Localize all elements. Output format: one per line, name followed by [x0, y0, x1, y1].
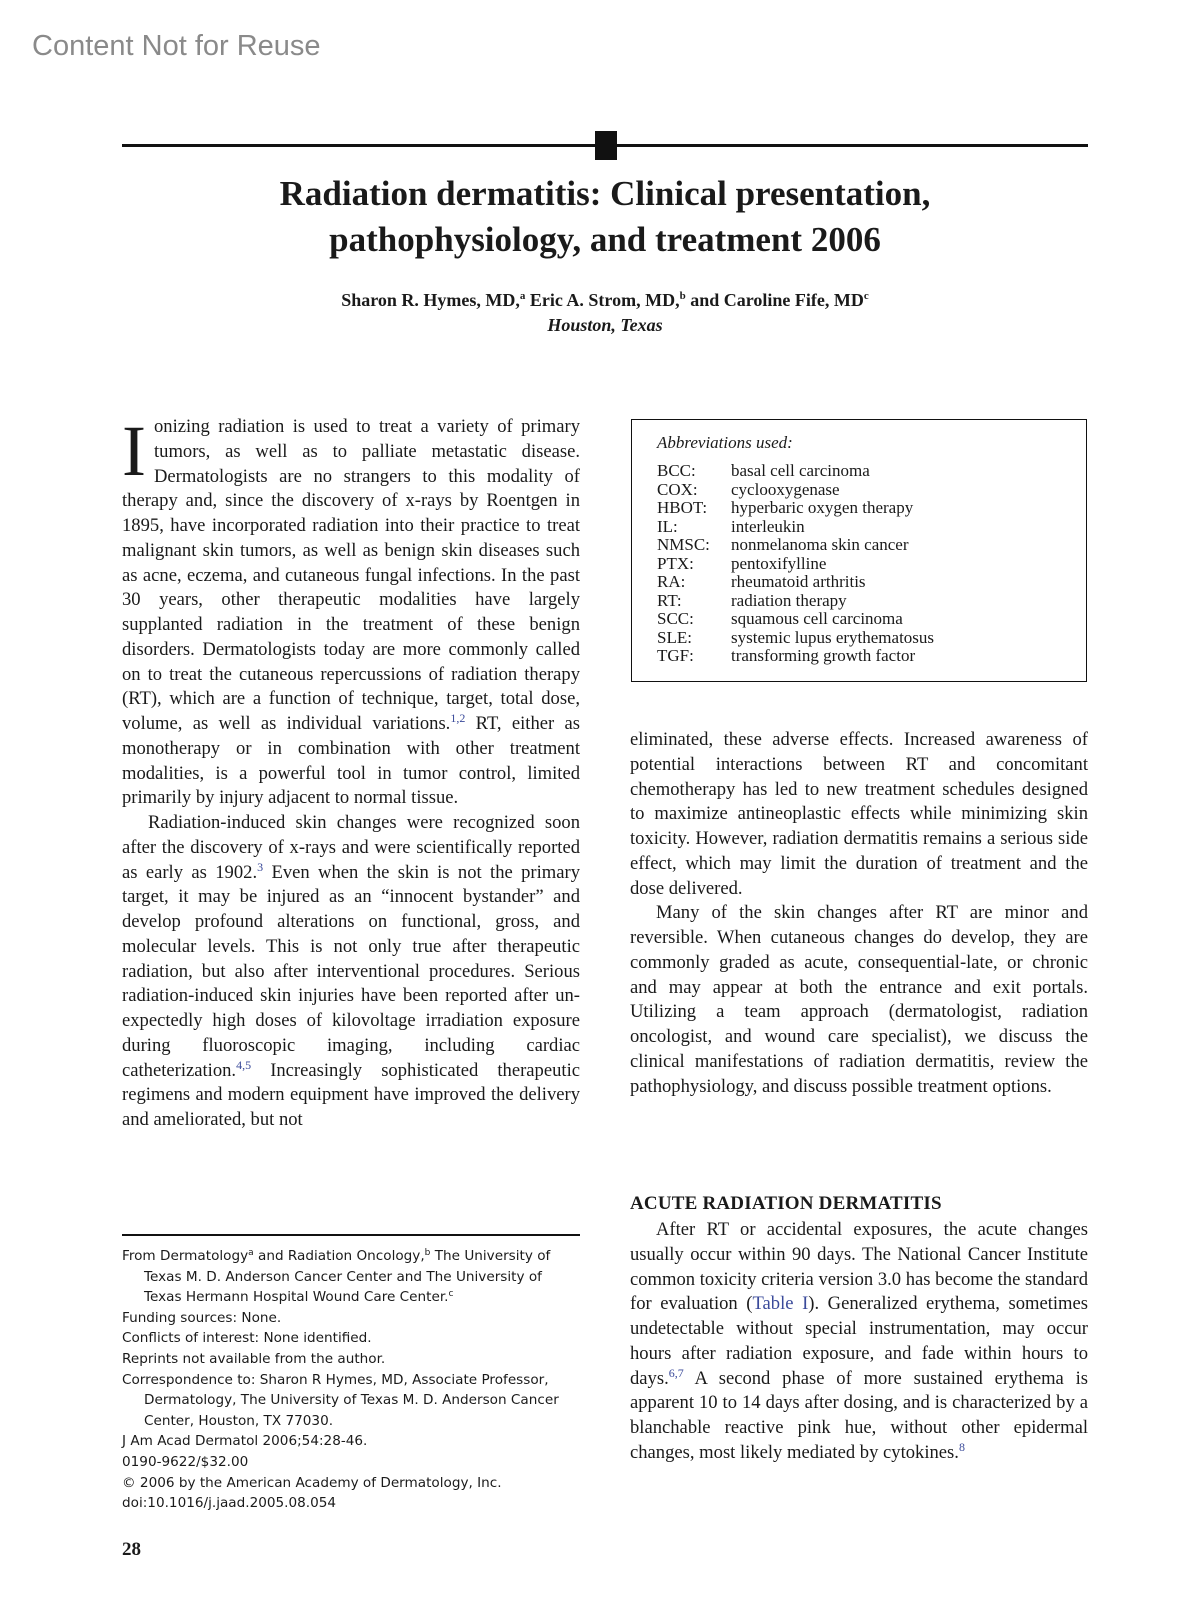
footnote-text: and Radiation Oncology, [253, 1248, 425, 1264]
paragraph-2-text-b: Even when the skin is not the primary target, it may be injured as an “innocent bystander” and develop profound alterations on functional, gross, and molecular levels. This is not only true after therapeutic radiation, but also after interventional procedures. Serious radiation-induced skin injuries have been reported after unexpectedly high doses of kilovoltage irradiation exposure during fluoroscopic imaging, including cardiac catheterization. [122, 861, 580, 1081]
page-number: 28 [122, 1539, 141, 1560]
title-line-1: Radiation dermatitis: Clinical presentation, [279, 174, 931, 213]
abbreviation-row [657, 573, 1062, 592]
abbreviation-row [657, 555, 1062, 574]
footnote-journal: J Am Acad Dermatol 2006;54:28-46. [122, 1433, 368, 1450]
abbreviation-row [657, 499, 1062, 518]
article-title [122, 171, 1088, 263]
citation-link[interactable]: 3 [257, 859, 264, 874]
abbreviation-term: RA: [657, 572, 686, 591]
paragraph-5-text-b: ). Generalized erythema, sometimes undetectable without special instrumentation, may occur hours after radiation exposure, and fade within hours to days. [630, 1293, 1088, 1389]
abbreviation-term: SLE: [657, 627, 692, 647]
paragraph-intro [122, 411, 581, 811]
citation-link[interactable]: 1,2 [450, 711, 466, 725]
abbreviation-term: PTX: [657, 553, 694, 573]
abbreviation-row [657, 629, 1062, 648]
abbreviations-title: Abbreviations used: [657, 433, 793, 452]
citation-link[interactable]: 4,5 [236, 1057, 252, 1072]
abbreviations-box [631, 419, 1087, 682]
abbreviation-row [657, 536, 1062, 555]
footnote-issn: 0190-9622/$32.00 [122, 1453, 249, 1470]
abbreviation-definition: interleukin [731, 516, 805, 536]
abbreviation-definition: squamous cell carcinoma [731, 609, 903, 628]
author-3: and Caroline Fife, MD [685, 290, 864, 310]
left-column [122, 411, 581, 1133]
footnote-mark: c [448, 1289, 454, 1300]
paragraph-3: eliminated, these adverse effects. Increased awareness of potential interactions between RT and concomitant chemotherapy has led to new treatment schedules designed to maximize antineoplastic effects while minimizing skin toxicity. However, radiation dermatitis remains a serious side effect, which may limit the duration of treatment and the dose delivered. [630, 729, 1088, 899]
abbreviation-definition: cyclooxygenase [731, 479, 840, 499]
abbreviation-definition: transforming growth factor [731, 646, 916, 665]
abbreviations-list [657, 462, 1062, 666]
abbreviation-definition: rheumatoid arthritis [731, 572, 866, 591]
abbreviation-definition: basal cell carcinoma [731, 461, 870, 480]
abbreviation-term: NMSC: [657, 535, 710, 554]
abbreviation-row [657, 610, 1062, 629]
right-column-lower [630, 1218, 1088, 1466]
abbreviation-row [657, 481, 1062, 500]
footnote-affiliations [122, 1246, 582, 1308]
author-list [122, 288, 1088, 313]
abbreviation-term: BCC: [657, 461, 696, 480]
paragraph-intro-text-b: RT, either as monotherapy or in combination with other treatment modalities, is a powerful tool in tumor control, limited primarily by injury adjacent to normal tissue. [122, 713, 581, 809]
footnote-rule [122, 1234, 580, 1236]
abbreviation-definition: pentoxifylline [731, 553, 827, 573]
footnote-mark: b [424, 1248, 431, 1258]
abbreviation-row [657, 462, 1062, 481]
abbreviation-definition: hyperbaric oxygen therapy [731, 498, 914, 517]
footnote-mark: a [248, 1248, 254, 1258]
abbreviation-term: TGF: [657, 646, 694, 665]
drop-cap: I [122, 411, 146, 491]
paragraph-4: Many of the skin changes after RT are minor and reversible. When cutaneous changes do develop, they are commonly graded as acute, consequential-late, or chronic and may appear at both the entrance and exit portals. Utilizing a team approach (dermatologist, radiation oncologist, and wound care specialist), we discuss the clinical manifestations of radiation dermatitis, review the pathophysiology, and discuss possible treatment options. [630, 902, 1088, 1097]
abbreviation-term: COX: [657, 479, 698, 499]
abbreviation-term: SCC: [657, 609, 694, 628]
author-3-affil-mark: c [863, 290, 869, 302]
citation-link[interactable]: 6,7 [668, 1365, 684, 1380]
footnote-text: From Dermatology [122, 1248, 249, 1264]
title-line-2: pathophysiology, and treatment 2006 [329, 220, 881, 259]
footnote-copyright: © 2006 by the American Academy of Dermatology, Inc. [122, 1474, 502, 1491]
footnote-doi[interactable]: doi:10.1016/j.jaad.2005.08.054 [122, 1495, 337, 1512]
abbreviation-term: HBOT: [657, 498, 708, 517]
author-block [122, 288, 1088, 338]
table-link[interactable]: Table I [752, 1293, 809, 1315]
right-column-upper [630, 728, 1088, 1099]
author-location: Houston, Texas [547, 315, 663, 335]
paragraph-2 [122, 811, 580, 1133]
author-1-affil-mark: a [519, 290, 526, 302]
paragraph-5-text-a: After RT or accidental exposures, the acute changes usually occur within 90 days. The National Cancer Institute common toxicity criteria version 3.0 has become the standard for evaluation ( [630, 1219, 1088, 1315]
abbreviation-row [657, 592, 1062, 611]
footnote-conflicts: Conflicts of interest: None identified. [122, 1330, 372, 1347]
footnote-text: The University of Texas M. D. Anderson Cancer Center and The University of Texas Hermann Hospital Wound Care Center. [144, 1248, 551, 1306]
abbreviation-definition: systemic lupus erythematosus [731, 627, 935, 647]
abbreviation-definition: radiation therapy [731, 590, 847, 610]
footnote-correspondence: Correspondence to: Sharon R Hymes, MD, Associate Professor, Dermatology, The University of Texas M. D. Anderson Cancer Center, Houston, TX 77030. [122, 1371, 559, 1429]
watermark: Content Not for Reuse [32, 30, 321, 62]
author-2-affil-mark: b [679, 290, 686, 302]
abbreviation-term: RT: [657, 590, 682, 610]
author-1: Sharon R. Hymes, MD, [341, 290, 520, 310]
footnotes [122, 1246, 582, 1514]
header-rule-marker [595, 131, 617, 160]
abbreviation-definition: nonmelanoma skin cancer [731, 535, 909, 554]
paragraph-intro-text-a: onizing radiation is used to treat a variety of primary tumors, as well as to palliate metastatic disease. Dermatologists are no strangers to this modality of therapy and, since the discovery of x-rays by Roentgen in 1895, have incorporated radiation into their practice to treat malignant skin tumors, as well as benign skin diseases such as acne, eczema, and cutaneous fungal infections. In the past 30 years, other therapeutic modalities have largely supplanted radiation in the treatment of these benign disorders. Dermatologists today are more commonly called on to treat the cutaneous repercussions of radiation therapy (RT), which are a function of technique, target, total dose, volume, as well as individual variations. [122, 416, 580, 734]
citation-link[interactable]: 8 [958, 1439, 965, 1454]
footnote-funding: Funding sources: None. [122, 1309, 282, 1326]
author-2: Eric A. Strom, MD, [525, 290, 680, 310]
footnote-reprints: Reprints not available from the author. [122, 1350, 386, 1367]
paragraph-5 [630, 1218, 1088, 1466]
paragraph-2-text-c: Increasingly sophisticated therapeutic regimens and modern equipment have improved the delivery and ameliorated, but not [122, 1059, 580, 1130]
section-heading: ACUTE RADIATION DERMATITIS [630, 1193, 942, 1214]
abbreviation-row [657, 647, 1062, 666]
abbreviation-term: IL: [657, 516, 678, 536]
paragraph-2-text-a: Radiation-induced skin changes were recognized soon after the discovery of x-rays and were scientifically reported as early as 1902. [122, 812, 580, 883]
paragraph-5-text-c: A second phase of more sustained erythema is apparent 10 to 14 days after dosing, and is characterized by a blanchable reactive pink hue, without other epidermal changes, most likely mediated by cytokines. [630, 1367, 1088, 1463]
abbreviation-row [657, 518, 1062, 537]
